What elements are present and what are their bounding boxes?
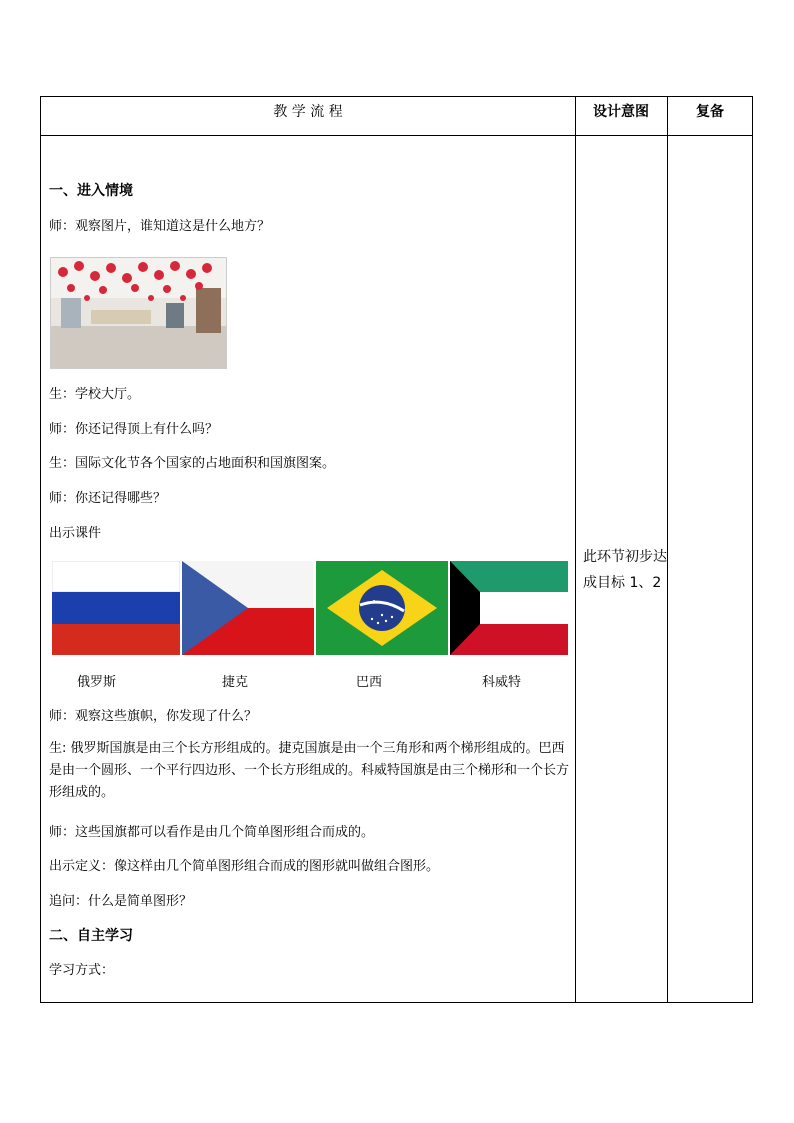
- school-hall-photo: [50, 257, 227, 369]
- dialogue-line: 生：国际文化节各个国家的占地面积和国旗图案。: [49, 456, 336, 471]
- dialogue-paragraph: 生: 俄罗斯国旗是由三个长方形组成的。捷克国旗是由一个三角形和两个梯形组成的。巴西是由一个圆形、一个平行四边形、一个长方形组成的。科威特国旗是由三个梯形和一个长方形组成的。: [49, 741, 570, 800]
- dialogue-line: 师：你还记得哪些？: [49, 491, 167, 506]
- header-process: 教 学 流 程: [273, 104, 343, 120]
- header-intent: 设计意图: [593, 104, 649, 120]
- dialogue-line: 师：这些国旗都可以看作是由几个简单图形组合而成的。: [49, 825, 375, 840]
- dialogue-line: 追问：什么是简单图形？: [49, 894, 193, 909]
- dialogue-line: 生：学校大厅。: [49, 387, 141, 402]
- definition-line: 出示定义：像这样由几个简单图形组合而成的图形就叫做组合图形。: [49, 859, 440, 874]
- dialogue-line: 学习方式：: [49, 963, 115, 978]
- dialogue-line: 出示课件: [49, 526, 102, 541]
- dialogue-line: 师：观察这些旗帜，你发现了什么？: [49, 709, 258, 724]
- flag-caption: 俄罗斯: [77, 675, 117, 690]
- section-title: 一、进入情境: [49, 183, 133, 199]
- flag-caption: 科威特: [482, 675, 522, 690]
- dialogue-line: 师：你还记得顶上有什么吗？: [49, 422, 219, 437]
- kuwait-flag-icon: [450, 561, 568, 655]
- design-intent-text: 此环节初步达成目标 1、2: [583, 549, 667, 591]
- section-title: 二、自主学习: [49, 928, 133, 944]
- column-divider: [667, 97, 668, 1002]
- brazil-flag-icon: [316, 561, 448, 655]
- header-divider: [41, 135, 752, 136]
- header-review: 复备: [696, 104, 724, 120]
- czech-flag-icon: [182, 561, 314, 655]
- flag-caption: 巴西: [356, 675, 383, 690]
- column-divider: [575, 97, 576, 1002]
- dialogue-line: 师：观察图片，谁知道这是什么地方？: [49, 219, 271, 234]
- flag-caption: 捷克: [222, 675, 249, 690]
- russia-flag-icon: [52, 561, 180, 655]
- lesson-table: [40, 96, 753, 1003]
